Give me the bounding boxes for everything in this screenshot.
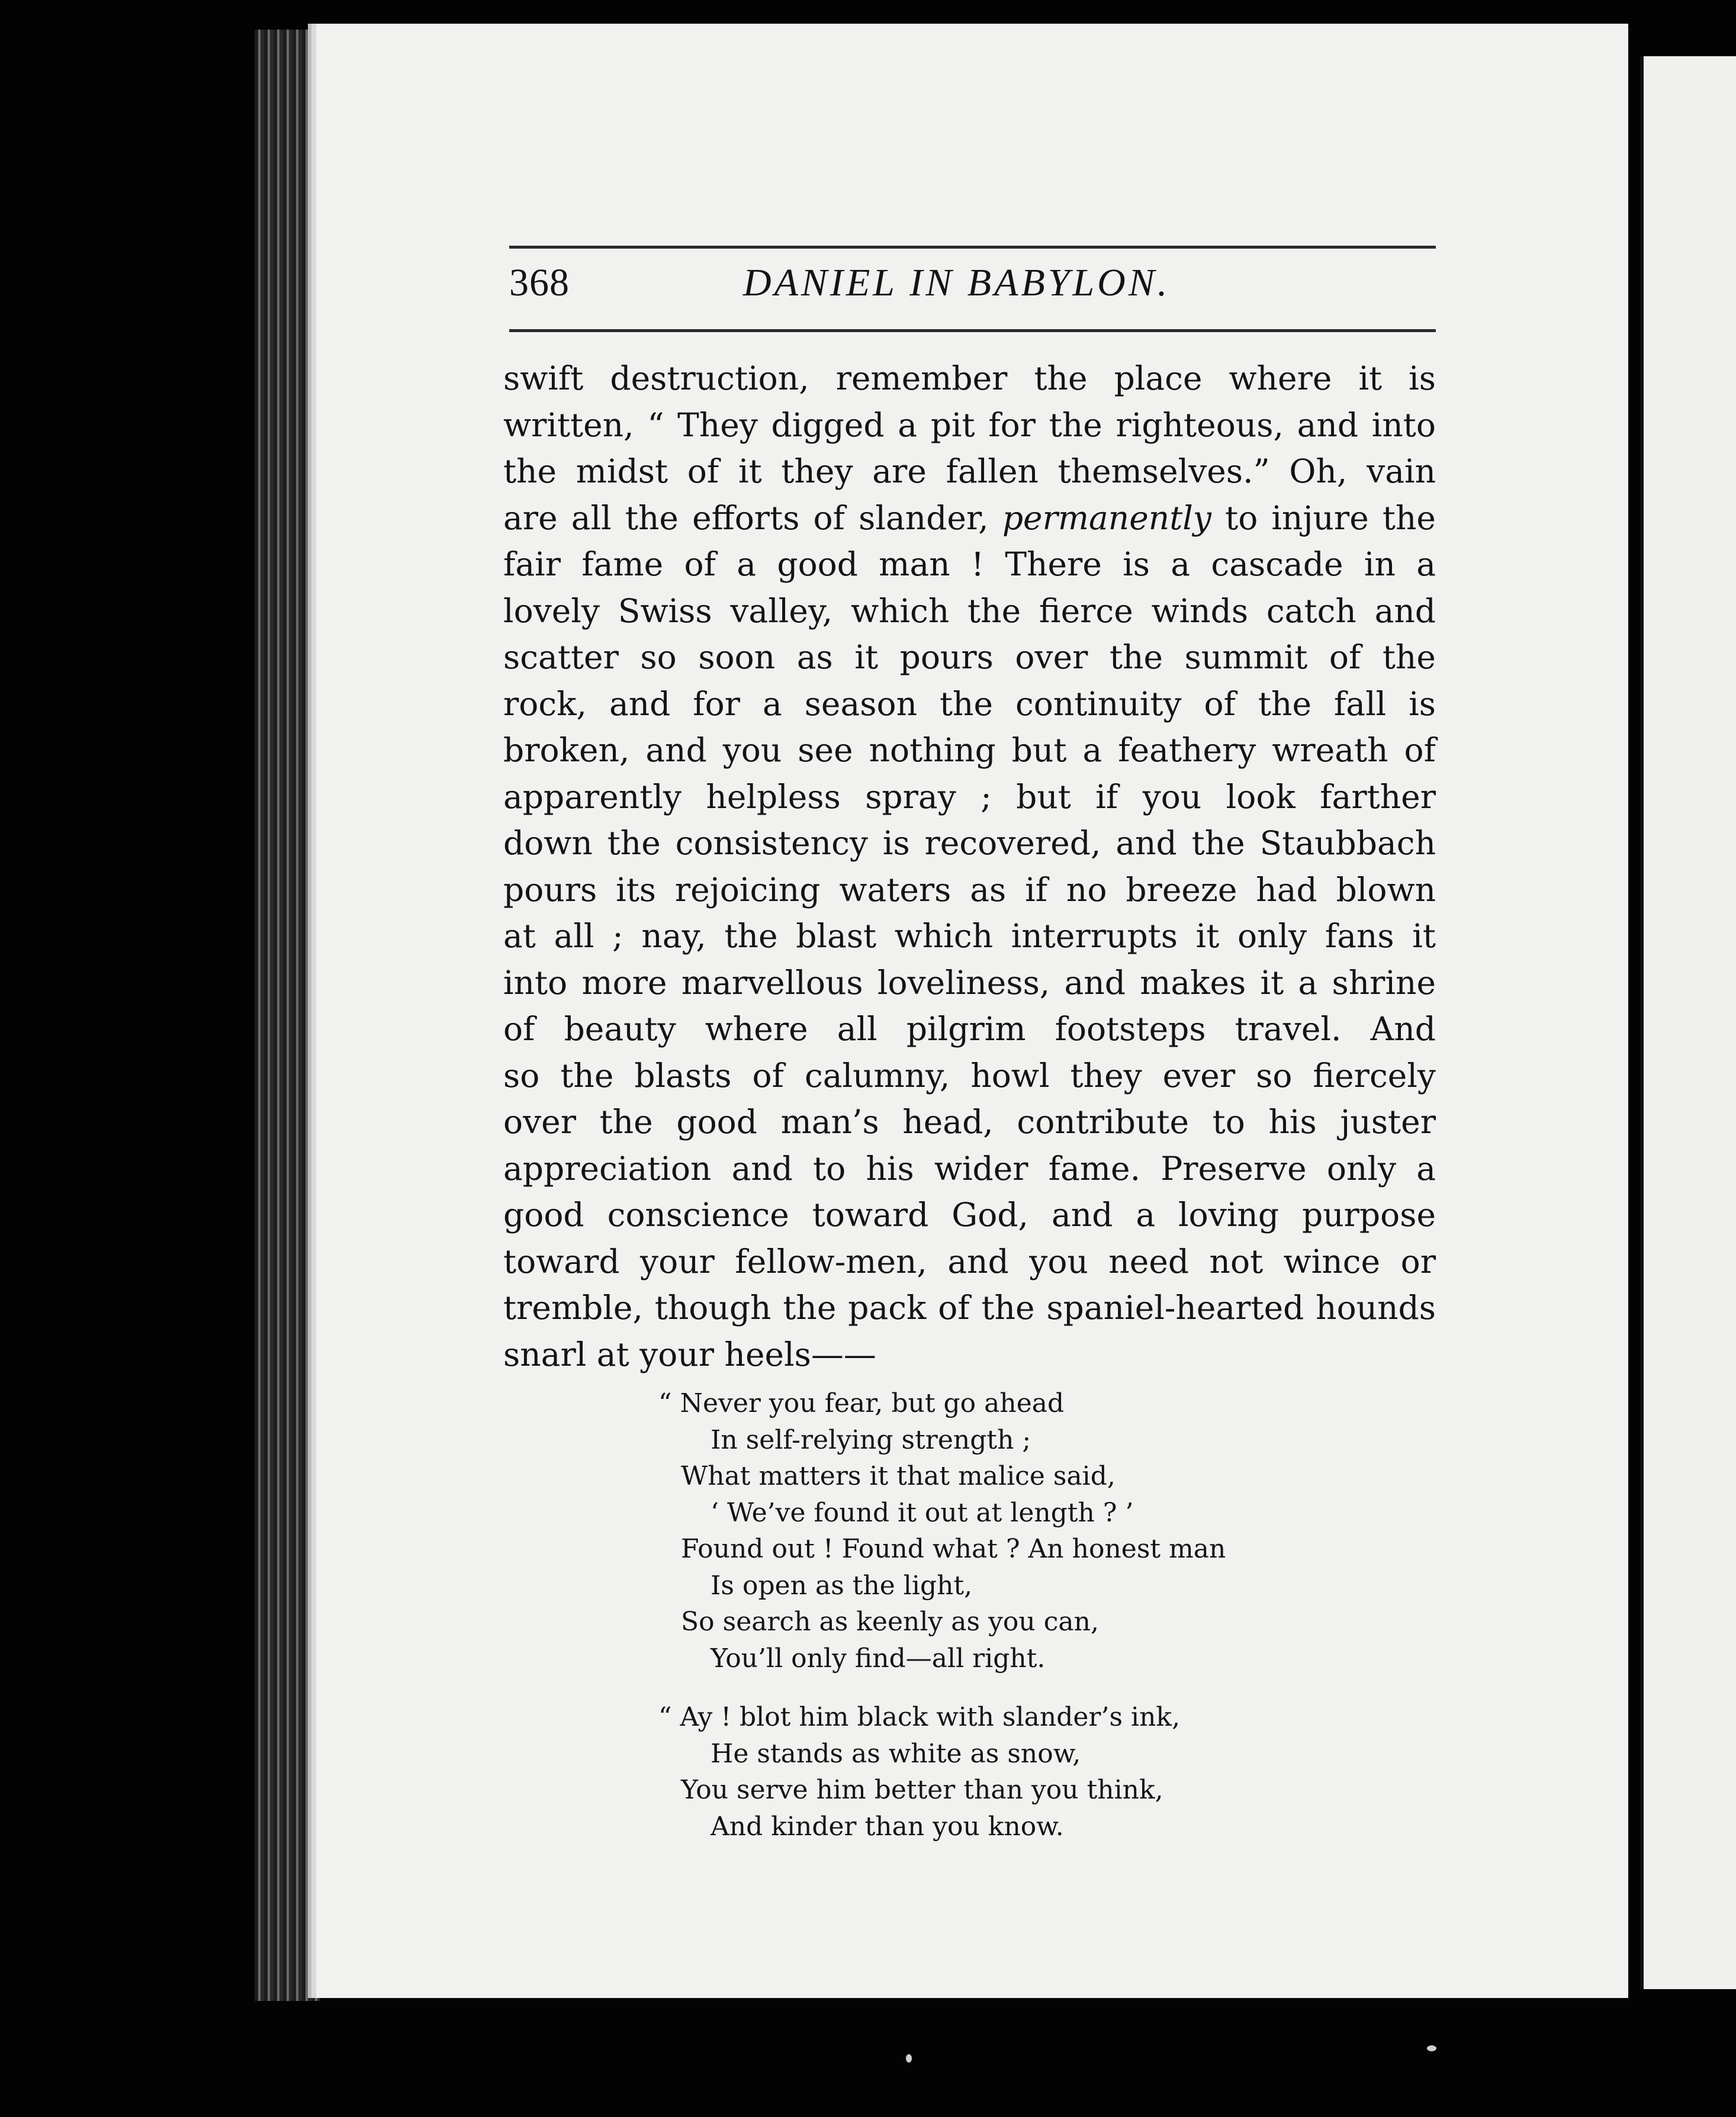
body-line: appreciation and to his wider fame. Preserve only a xyxy=(503,1149,1436,1188)
body-line: rock, and for a season the continuity of the fall is xyxy=(503,684,1436,723)
poem-line: ‘ We’ve found it out at length ? ’ xyxy=(711,1497,1134,1528)
body-line: over the good man’s head, contribute to his juster xyxy=(503,1103,1436,1141)
body-line: into more marvellous loveliness, and makes it a shrine xyxy=(503,963,1436,1002)
poem-line: You serve him better than you think, xyxy=(681,1775,1163,1805)
header-rule-top xyxy=(509,246,1436,249)
poem-line: You’ll only find—all right. xyxy=(711,1643,1046,1674)
body-line: pours its rejoicing waters as if no breeze had blown xyxy=(503,870,1436,909)
body-line xyxy=(503,495,1436,542)
poem-stanza xyxy=(658,1385,1226,1677)
page-number: 368 xyxy=(509,261,570,304)
body-line: scatter so soon as it pours over the summit of the xyxy=(503,638,1436,676)
body-line: swift destruction, remember the place where it is xyxy=(503,359,1436,397)
body-line: toward your fellow-men, and you need not wince or xyxy=(503,1242,1436,1281)
poem-line: What matters it that malice said, xyxy=(681,1461,1115,1491)
poem-line: He stands as white as snow, xyxy=(711,1738,1081,1769)
running-head: DANIEL IN BABYLON. xyxy=(743,261,1171,304)
poem-line: So search as keenly as you can, xyxy=(681,1607,1099,1637)
body-line: good conscience toward God, and a loving purpose xyxy=(503,1196,1436,1234)
poem-stanza xyxy=(658,1699,1226,1845)
scan-speck xyxy=(906,2054,912,2063)
body-line-segment: to injure the xyxy=(1211,498,1436,537)
body-line-segment: are all the efforts of slander, xyxy=(503,498,1002,537)
poem-line: In self-relying strength ; xyxy=(711,1424,1031,1455)
poem-line: “ Never you fear, but go ahead xyxy=(658,1388,1065,1418)
poem-line: Found out ! Found what ? An honest man xyxy=(681,1534,1226,1564)
body-line: lovely Swiss valley, which the fierce winds catch and xyxy=(503,591,1436,630)
body-line: of beauty where all pilgrim footsteps travel. And xyxy=(503,1010,1436,1048)
poem-quotation xyxy=(658,1385,1226,1867)
header-rule-bottom xyxy=(509,329,1436,332)
poem-line: And kinder than you know. xyxy=(711,1811,1064,1842)
poem-line: Is open as the light, xyxy=(711,1570,973,1601)
body-line: apparently helpless spray ; but if you look farther xyxy=(503,777,1436,816)
scan-speck xyxy=(1427,2045,1436,2051)
body-line: tremble, though the pack of the spaniel-hearted hounds xyxy=(503,1289,1436,1327)
body-line: fair fame of a good man ! There is a cascade in a xyxy=(503,545,1436,583)
body-line: broken, and you see nothing but a feathery wreath of xyxy=(503,731,1436,769)
body-line: so the blasts of calumny, howl they ever so fiercely xyxy=(503,1056,1436,1095)
adjacent-page-edge xyxy=(1640,56,1736,1989)
body-paragraph xyxy=(503,355,1436,1378)
body-line: at all ; nay, the blast which interrupts it only fans it xyxy=(503,917,1436,955)
italic-emphasis: permanently xyxy=(1002,498,1211,537)
body-line: the midst of it they are fallen themselves.” Oh, vain xyxy=(503,452,1436,490)
poem-line: “ Ay ! blot him black with slander’s ink, xyxy=(658,1702,1181,1732)
body-line: down the consistency is recovered, and the Staubbach xyxy=(503,824,1436,862)
body-line: written, “ They digged a pit for the righteous, and into xyxy=(503,406,1436,444)
body-line: snarl at your heels—— xyxy=(503,1335,876,1373)
